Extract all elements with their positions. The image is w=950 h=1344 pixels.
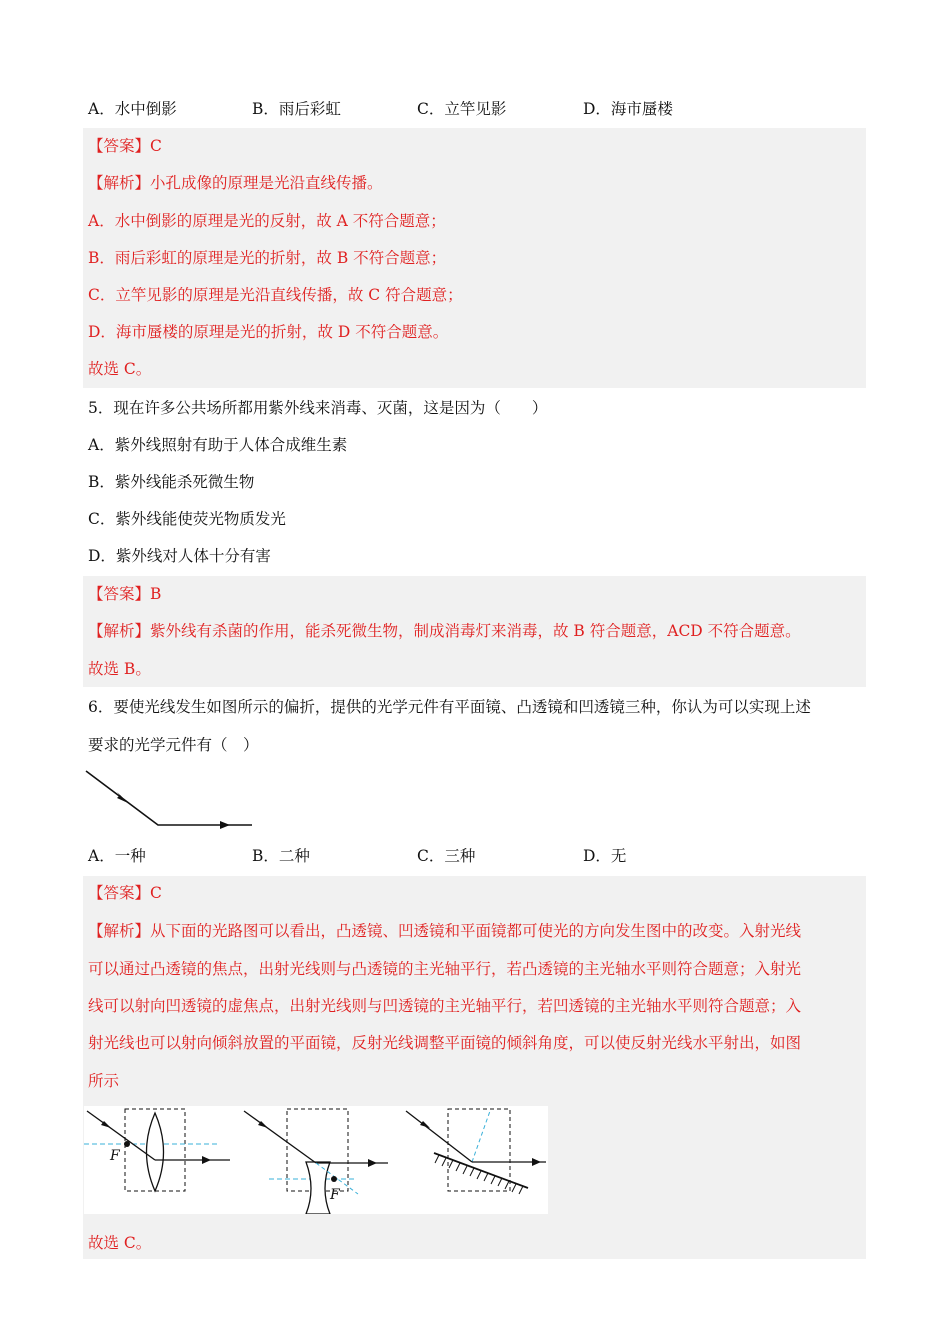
q4-option-b: B．雨后彩虹 — [252, 100, 341, 118]
q6-light-ray-figure — [80, 765, 260, 835]
q6-stem-line: 要求的光学元件有（ ） — [88, 736, 259, 754]
q6-analysis-line: 射光线也可以射向倾斜放置的平面镜，反射光线调整平面镜的倾斜角度，可以使反射光线水平射出，如图 — [88, 1034, 802, 1052]
q4-answer: 【答案】C — [88, 137, 162, 155]
q6-analysis-line: 所示 — [88, 1072, 120, 1090]
q4-analysis-line: D．海市蜃楼的原理是光的折射，故 D 不符合题意。 — [88, 323, 449, 341]
q5-stem: 5．现在许多公共场所都用紫外线来消毒、灭菌，这是因为（ ） — [88, 399, 548, 417]
q4-analysis-line: C．立竿见影的原理是光沿直线传播，故 C 符合题意； — [88, 286, 463, 304]
q5-option-d: D．紫外线对人体十分有害 — [88, 547, 271, 565]
virtual-focus-label: F — [330, 1187, 340, 1203]
q6-analysis-line: 可以通过凸透镜的焦点，出射光线则与凸透镜的主光轴平行，若凸透镜的主光轴水平则符合题意；入射光 — [88, 960, 802, 978]
q4-analysis-line: A．水中倒影的原理是光的反射，故 A 不符合题意； — [88, 212, 446, 230]
q6-optics-diagrams — [84, 1106, 548, 1214]
q4-analysis-line: 【解析】小孔成像的原理是光沿直线传播。 — [88, 174, 383, 192]
q6-option-c: C．三种 — [417, 847, 476, 865]
q5-option-a: A．紫外线照射有助于人体合成维生素 — [88, 436, 348, 454]
q5-analysis-line: 【解析】紫外线有杀菌的作用，能杀死微生物，制成消毒灯来消毒，故 B 符合题意，ACD 不符合题意。 — [88, 622, 801, 640]
q6-option-d: D．无 — [583, 847, 627, 865]
q6-option-b: B．二种 — [252, 847, 310, 865]
q4-analysis-line: 故选 C。 — [88, 360, 152, 378]
q5-option-b: B．紫外线能杀死微生物 — [88, 473, 255, 491]
q5-option-c: C．紫外线能使荧光物质发光 — [88, 510, 286, 528]
q6-analysis-line: 线可以射向凹透镜的虚焦点，出射光线则与凹透镜的主光轴平行，若凹透镜的主光轴水平则符合题意；入 — [88, 997, 802, 1015]
q6-stem-line: 6．要使光线发生如图所示的偏折，提供的光学元件有平面镜、凸透镜和凹透镜三种，你认为可以实现上述 — [88, 698, 811, 716]
q4-option-a: A．水中倒影 — [88, 100, 177, 118]
q5-answer: 【答案】B — [88, 585, 162, 603]
q4-option-c: C．立竿见影 — [417, 100, 507, 118]
q6-option-a: A．一种 — [88, 847, 146, 865]
q4-option-d: D．海市蜃楼 — [583, 100, 673, 118]
focus-label: F — [110, 1148, 120, 1164]
q4-analysis-line: B．雨后彩虹的原理是光的折射，故 B 不符合题意； — [88, 249, 447, 267]
q6-conclusion: 故选 C。 — [88, 1234, 152, 1252]
q6-analysis-line: 【解析】从下面的光路图可以看出，凸透镜、凹透镜和平面镜都可使光的方向发生图中的改变。入射光线 — [88, 922, 802, 940]
q5-analysis-line: 故选 B。 — [88, 660, 151, 678]
q6-answer: 【答案】C — [88, 884, 162, 902]
